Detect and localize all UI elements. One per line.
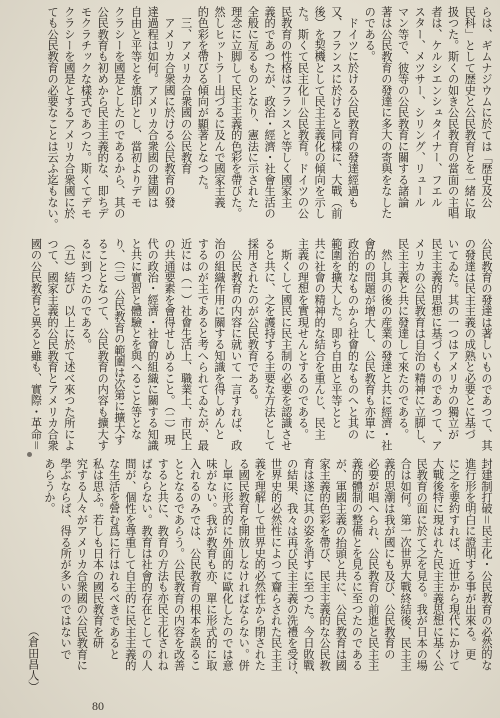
text-column: 公民教育の内容に就いて一言すれば、政 [229, 238, 243, 451]
text-column: 世界史的必然性によつて齎らされた民主主 [269, 458, 283, 671]
text-column: た。斯くて民主化＝公民教育。ドイツの公 [296, 6, 310, 219]
text-column: 學ぶならば、得る所が多いのではないで [59, 458, 73, 660]
text-column: 治の組織作用に關する知識を得しめんと [213, 238, 226, 440]
text-column: 進行形を明白に證明する事が出來る。更 [463, 458, 477, 660]
text-column: ることとなつて、公民教育の内容も擴大す [96, 238, 110, 451]
text-column: 公民教育の發達は著しいものであつて、其 [480, 238, 493, 451]
text-column: 共に社會の精神的な結合を重んじ、民主 [313, 238, 327, 440]
text-column: の結果、我々は再び民主主義の洗禮を受け、 [285, 458, 299, 682]
text-column: 達過程は如何。アメリカ合衆國の建國は [146, 6, 160, 208]
text-column: あらうか。 [42, 458, 56, 514]
author-signature: （倉田昌人） [26, 624, 40, 692]
text-column: が、軍國主義の抬頭と共に、公民教育は國 [334, 458, 348, 671]
text-column: る國民教育を開放しなければならない。併 [237, 458, 251, 671]
text-column: 自由と平等とを旗印とし、當初よりデモ [129, 6, 143, 208]
text-column: の共通要素を會得せしめること。（二）現 [162, 238, 176, 446]
text-column: マン等で、彼等の公民教育に關する諸論 [396, 6, 410, 208]
text-column: 理念に立脚して民主主義的色彩を帶びた。 [229, 6, 243, 219]
text-column: 著は公民教育の發達に多大の寄與をなした [379, 6, 393, 219]
text-tier-upper [22, 6, 494, 232]
text-column: 者は、ケルシエンシュタイナー、フエル [429, 6, 443, 208]
text-column: 育は遂に其の姿を消すに至つた。今日敗戰 [301, 458, 315, 671]
text-column: 間が、個性を尊重して自主的に民主主義的 [123, 458, 137, 671]
text-column: 入れるのみでは、公民教育の根本を誤るこ [188, 458, 202, 671]
text-column: つて、國家主義的公民教育とアメリカ合衆 [46, 238, 60, 451]
text-column: 然しヒットラー出づるに及んで國家主義 [213, 6, 226, 208]
ink-spot [27, 452, 32, 457]
text-column: 公民教育も初めから民主主義的な、即ちデ [96, 6, 110, 219]
text-column: するのが主であると考へられてゐたが、最 [196, 238, 210, 451]
text-column: り、（三）公民教育の範圍は次第に擴大す [112, 238, 126, 446]
text-column: 民教育の面に於て之を見る。我が日本の場 [415, 458, 429, 671]
text-column: 的色彩を帶びる傾向が顯著となつた。 [196, 6, 210, 197]
text-column: 義的體制の整備とを見るに至つたのである [350, 458, 364, 671]
section-heading: 三、アメリカ合衆國の公民教育 [179, 6, 193, 174]
text-column: 範圍を擴大した。即ち自由と平等とと [329, 238, 343, 429]
text-column: 究する人々がアメリカ合衆國の公民教育に [75, 458, 89, 671]
text-column: モクラチックな樣式であつた。斯くてデモ [79, 6, 93, 219]
text-column: らは、ギムナジウムに於ては「歴史及公 [480, 6, 493, 208]
text-column: 斯くして國民に民主制の必要を認識させ [279, 238, 293, 451]
text-column: ると共に、之を護持する主要な方法として [263, 238, 277, 451]
text-column: 民科」として歴史と公民教育とを一緒に取 [463, 6, 477, 219]
text-column: 封建制打破＝民主化・公民教育の必然的な [480, 458, 493, 671]
text-column: メリカの公民教育は自治の精神に立脚し、 [413, 238, 427, 451]
text-column: 大戰後特に現はれた民主主義思想に基く公 [431, 458, 445, 671]
text-column: クラシーを國是とするアメリカ合衆國に於 [62, 6, 76, 219]
text-column: に之を要約すれば、近世から現代にかけて [447, 458, 461, 671]
text-column: ドイツに於ける公民教育の發達經過も [346, 6, 360, 208]
text-column: の發達は民主主義の成熟と必要とに基づ [463, 238, 477, 440]
text-column: 國の公民教育と異ると雖も、實際・革命＝ [29, 238, 43, 451]
text-column: ばならない。教育は社會的存在としての人 [140, 458, 154, 671]
text-column: 然し其の後の産業の發達と共に經濟・社 [379, 238, 393, 451]
text-column: 代の政治・經濟・社會的組織に關する知識 [146, 238, 160, 451]
text-column: のである。 [363, 6, 377, 62]
text-column: 義的思潮は我が國にも及び、公民教育の [382, 458, 396, 660]
text-column: 義を理解して世界史的必然性から閉された [253, 458, 267, 671]
text-column: るに到つたのである。 [79, 238, 93, 350]
text-column: 味がない。我が教育も亦、單に形式的に取 [204, 458, 218, 671]
text-column: 主義の理想を實現せんとするのである。 [296, 238, 310, 440]
text-tier-lower [22, 458, 494, 692]
text-column: 採用されたのが公民教育である。 [246, 238, 260, 406]
text-column: 全般に亙るものとなり、憲法に示された [246, 6, 260, 208]
page-number: 80 [92, 699, 104, 713]
text-column: 民主主義と共に發達して來たのである。 [396, 238, 410, 440]
text-column: 民主主義的思想に基づくものであつて、ア [429, 238, 443, 451]
section-heading: （五）結び 以上に於て述べ來つた所によ [62, 238, 76, 451]
text-column: 又、フランスに於けると同樣に、大戰（前 [329, 6, 343, 219]
text-column: 政治的なものから社會的なものへと其の [346, 238, 360, 440]
text-column: 扱つた。斯くの如き公民教育の當面の主唱 [446, 6, 460, 219]
text-column: クラシーを國是としたのであるから、其の [112, 6, 126, 219]
text-tier-middle [22, 238, 494, 452]
text-column: し單に形式的に外面的に歐化したのでは意 [221, 458, 234, 671]
text-column: 近には（一）社會生活上、職業上、市民上 [179, 238, 193, 451]
text-column: な生活を營む爲に行はれるべきであると [107, 458, 121, 660]
text-column: 後）を契機として民主主義化の傾向を示し [313, 6, 327, 219]
text-column: スター、メツサー、シリング、リュール [413, 6, 427, 208]
text-column: 民教育の性格はフランスと等しく國家主 [279, 6, 293, 208]
text-column: 會的の問題が增大し、公民教育も亦單に [363, 238, 377, 440]
text-column: いてゐた。其の一つはアメリカの獨立が [446, 238, 460, 440]
text-column: 義的であつたが、政治・經濟・社會生活の [263, 6, 277, 219]
text-column: ととなるであらう。公民教育の内容を改善 [172, 458, 186, 671]
text-column: ても公民教育の必要なことは云ふ迄もない。 [46, 6, 60, 230]
text-column: と共に實習と體驗とを與へること等とな [129, 238, 143, 440]
text-column: すると共に、教育の方法も亦民主化されね [156, 458, 170, 671]
text-column: 合は如何。第一次世界大戰終結後、民主主 [399, 458, 413, 671]
text-column: 私は思ふ。若しも日本の國民教育を研 [91, 458, 105, 649]
text-column: アメリカ合衆國に於ける公民教育の發 [162, 6, 176, 208]
text-column: 必要が唱へられ、公民教育の前進と民主主 [366, 458, 380, 671]
text-column: 家主義的色彩を帶び、民主主義的な公民教 [318, 458, 332, 671]
